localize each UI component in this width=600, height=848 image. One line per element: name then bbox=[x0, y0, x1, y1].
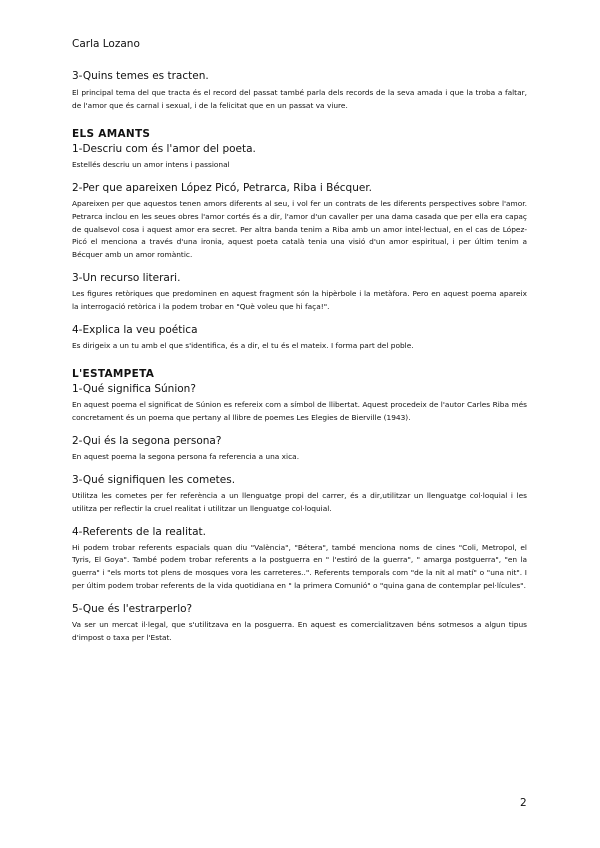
answer: En aquest poema la segona persona fa referencia a una xica. bbox=[72, 451, 300, 461]
question: 2-Qui és la segona persona? bbox=[72, 434, 222, 447]
page-number: 2 bbox=[520, 797, 527, 809]
answer: Utilitza les cometes per fer referència a un llenguatge propi del carrer, és a dir,utilitzar un llenguatge col·loquial i les utilitza per reflectir la cruel realitat i utilitzar un llenguatge col·loquial. bbox=[72, 490, 527, 513]
section-estampeta bbox=[72, 368, 527, 645]
question: 5-Que és l'estrarperlo? bbox=[72, 603, 193, 616]
section-title: L'ESTAMPETA bbox=[72, 367, 155, 380]
question: 2-Per que apareixen López Picó, Petrarca, Riba i Bécquer. bbox=[72, 181, 373, 194]
question: 3-Qué signifiquen les cometes. bbox=[72, 473, 236, 486]
answer: El principal tema del que tracta és el record del passat també parla dels records de la seva amada i que la troba a faltar, de l'amor que és carnal i sexual, i de la felicitat que en un passat va viure. bbox=[72, 88, 527, 110]
question: 1-Qué significa Súnion? bbox=[72, 382, 196, 395]
document-body bbox=[72, 70, 527, 645]
intro-block bbox=[72, 70, 527, 113]
answer: Les figures retòriques que predominen en aquest fragment són la hipèrbole i la metàfora. Pero en aquest poema apareix la interrogació retòrica i la podem trobar en "Què voleu que hi faça!". bbox=[72, 289, 527, 312]
author-name: Carla Lozano bbox=[72, 38, 140, 50]
question: 3-Un recurso literari. bbox=[72, 272, 181, 285]
question: 4-Referents de la realitat. bbox=[72, 525, 207, 538]
answer: Estellés descriu un amor intens i passional bbox=[72, 159, 230, 169]
section-els-amants bbox=[72, 128, 527, 353]
question: 4-Explica la veu poética bbox=[72, 324, 198, 337]
answer: Es dirigeix a un tu amb el que s'identifica, és a dir, el tu és el mateix. I forma part del poble. bbox=[72, 341, 414, 351]
question: 1-Descriu com és l'amor del poeta. bbox=[72, 142, 256, 155]
answer: Va ser un mercat il·legal, que s'utilitzava en la posguerra. En aquest es comercialitzaven béns sotmesos a algun tipus d'impost o taxa per l'Estat. bbox=[72, 620, 527, 643]
question: 3-Quins temes es tracten. bbox=[72, 70, 209, 82]
answer: En aquest poema el significat de Súnion es refereix com a símbol de llibertat. Aquest procedeix de l'autor Carles Riba més concretament és un poema que pertany al llibre de poemes Les Elegies de Bierville (1943). bbox=[72, 399, 527, 422]
answer: Apareixen per que aquestos tenen amors diferents al seu, i vol fer un contrats de les diferents perspectives sobre l'amor. Petrarca inclou en les seues obres l'amor cortés és a dir, l'amor d'un cavaller per una dama casada que per ella era capaç de qualsevol cosa i aquest amor era secret. Per altra banda tenim a Riba amb un amor intel·lectual, en el cas de López-Picó el menciona a través d'una ironia, aquest poeta català tenia una visió d'un amor espiritual, i per últim tenim a Bécquer amb un amor romàntic. bbox=[72, 198, 527, 260]
answer: Hi podem trobar referents espacials quan diu "València", "Bétera", també menciona noms de cines "Coli, Metropol, el Tyris, El Goya". També podem trobar referents a la postguerra en " l'estiró de la guerra", " amarga postguerra", "en la guerra" i "els morts tot plens de mosques vora les carreteres..". Referents temporals com "de la nit al matí" o "una nit". I per últim podem trobar referents de la vida quotidiana en " la primera Comunió" o "quina gana de contemplar pel·lícules". bbox=[72, 542, 527, 591]
section-title: ELS AMANTS bbox=[72, 127, 151, 140]
